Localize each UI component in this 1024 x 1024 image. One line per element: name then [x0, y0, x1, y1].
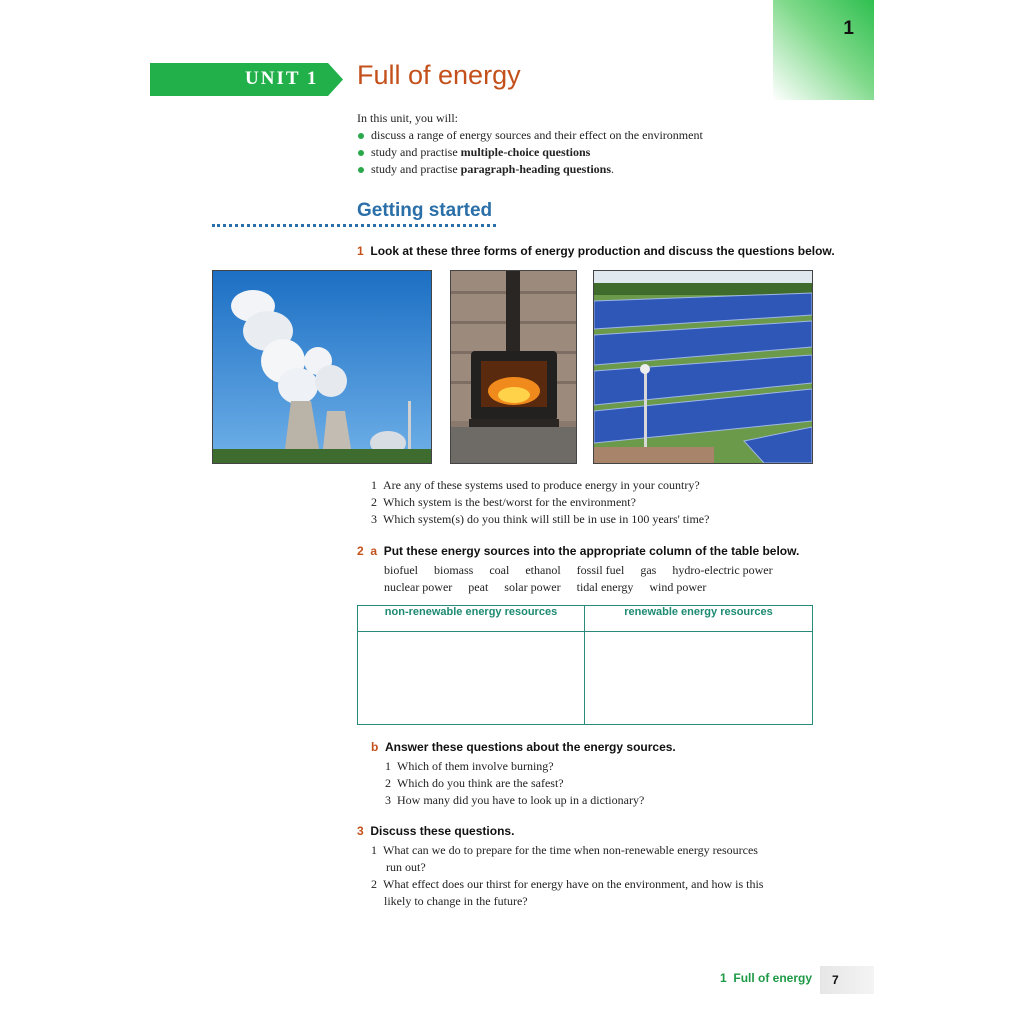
table-column-divider: [584, 606, 585, 724]
section-title: Getting started: [357, 200, 493, 221]
question-1-instruction: 1 Look at these three forms of energy production and discuss the questions below.: [357, 244, 835, 258]
page-number: 7: [832, 973, 839, 987]
energy-word: biomass: [434, 563, 474, 577]
list-item: 1 Which of them involve burning?: [385, 759, 554, 773]
intro-lead: In this unit, you will:: [357, 111, 459, 125]
energy-word: wind power: [649, 580, 707, 594]
list-item-continuation: run out?: [386, 860, 426, 874]
energy-word: ethanol: [525, 563, 561, 577]
list-item: 2 Which system is the best/worst for the environment?: [371, 495, 636, 509]
intro-bullet: discuss a range of energy sources and their effect on the environment: [357, 127, 703, 144]
energy-word: nuclear power: [384, 580, 453, 594]
list-item-continuation: likely to change in the future?: [384, 894, 528, 908]
intro-bullet: study and practise multiple-choice questions: [357, 144, 703, 161]
list-item: 3 How many did you have to look up in a dictionary?: [385, 793, 645, 807]
unit-intro: [357, 110, 703, 178]
list-item: 2 Which do you think are the safest?: [385, 776, 564, 790]
table-header-renewable: renewable energy resources: [624, 606, 773, 618]
question-2b-instruction: b Answer these questions about the energy sources.: [371, 740, 676, 754]
unit-banner: [150, 63, 343, 96]
unit-label: UNIT 1: [245, 68, 319, 89]
chapter-corner-tab: [773, 0, 874, 100]
energy-word: biofuel: [384, 563, 418, 577]
list-item: 1 What can we do to prepare for the time when non-renewable energy resources: [371, 843, 758, 857]
list-item: 2 What effect does our thirst for energy have on the environment, and how is this: [371, 877, 764, 891]
intro-bullet: study and practise paragraph-heading questions.: [357, 161, 703, 178]
footer-page-tab: [820, 966, 874, 994]
energy-word: hydro-electric power: [672, 563, 773, 577]
solar-panel-field-photo: [593, 270, 813, 464]
unit-title: Full of energy: [357, 60, 521, 90]
nuclear-power-plant-photo: [212, 270, 432, 464]
wood-burning-stove-photo: [450, 270, 577, 464]
energy-word: fossil fuel: [576, 563, 625, 577]
chapter-number: 1: [843, 18, 854, 39]
section-title-dotted-rule: [212, 224, 496, 227]
energy-sources-table: [357, 605, 813, 725]
question-3-list: [371, 842, 763, 910]
footer-running-title: 1 Full of energy: [720, 971, 813, 985]
intro-bullet-list: [357, 127, 703, 178]
list-item: 3 Which system(s) do you think will still be in use in 100 years' time?: [371, 512, 710, 526]
energy-word: coal: [489, 563, 510, 577]
question-1-list: [371, 477, 709, 528]
energy-word: solar power: [504, 580, 561, 594]
energy-word-list: [384, 562, 814, 596]
question-2b-list: [385, 758, 644, 809]
table-header-divider: [358, 631, 812, 632]
energy-word: tidal energy: [576, 580, 634, 594]
table-header-non-renewable: non-renewable energy resources: [384, 606, 558, 618]
question-2a-instruction: 2 a Put these energy sources into the appropriate column of the table below.: [357, 544, 800, 558]
energy-word: peat: [468, 580, 489, 594]
list-item: 1 Are any of these systems used to produce energy in your country?: [371, 478, 700, 492]
question-3-instruction: 3 Discuss these questions.: [357, 824, 515, 838]
energy-word: gas: [640, 563, 657, 577]
